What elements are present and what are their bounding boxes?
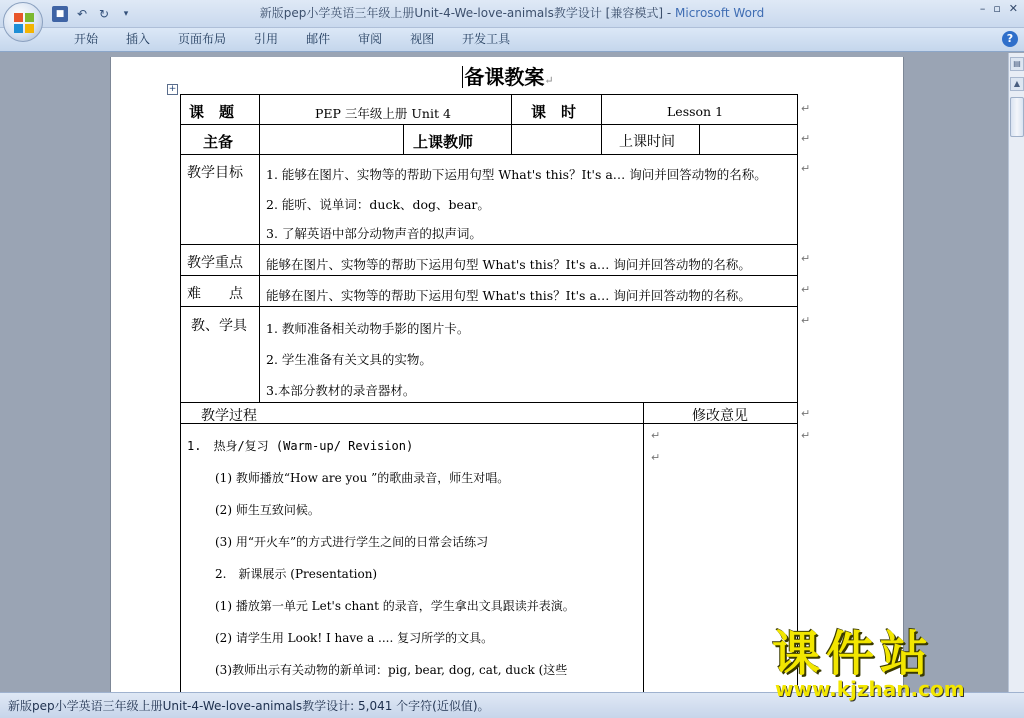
cell-mark: ↵ [651, 451, 661, 464]
process-line[interactable]: (3) 用“开火车”的方式进行学生之间的日常会话练习 [215, 535, 489, 549]
customize-qat-icon[interactable]: ▾ [123, 9, 129, 19]
materials-item[interactable]: 2. 学生准备有关文具的实物。 [266, 352, 432, 367]
value-lesson-number[interactable]: Lesson 1 [667, 104, 724, 119]
label-class-time: 上课时间 [619, 134, 675, 150]
ruler-toggle-icon[interactable]: ▤ [1010, 57, 1024, 71]
status-text: 新版pep小学英语三年级上册Unit-4-We-love-animals教学设计: 5,041 个字符(近似值)。 [8, 699, 490, 713]
row-end-mark: ↵ [801, 429, 811, 442]
cell-mark: ↵ [651, 429, 661, 442]
difficulties-text[interactable]: 能够在图片、实物等的帮助下运用句型 What's this？It's a… 询问并回答动物的名称。 [266, 288, 751, 303]
tab-review[interactable]: 审阅 [358, 32, 383, 46]
watermark-title: 课件站 [772, 626, 935, 682]
row-end-mark: ↵ [801, 132, 811, 145]
undo-icon[interactable]: ↶ [76, 7, 88, 21]
close-icon[interactable]: ✕ [1008, 2, 1018, 15]
title-bar [0, 0, 1024, 28]
process-line[interactable]: (3)教师出示有关动物的新单词：pig, bear, dog, cat, duck (这些 [215, 663, 568, 677]
objective-item[interactable]: 2. 能听、说单词：duck、dog、bear。 [266, 197, 490, 212]
tab-references[interactable]: 引用 [254, 32, 279, 46]
ribbon [0, 28, 1024, 52]
vertical-scrollbar[interactable] [1008, 53, 1024, 692]
row-end-mark: ↵ [801, 102, 811, 115]
process-line[interactable]: 1. 热身/复习 (Warm-up/ Revision) [187, 439, 414, 453]
label-materials: 教、学具 [191, 318, 247, 334]
tab-page-layout[interactable]: 页面布局 [178, 32, 227, 46]
office-button[interactable] [3, 2, 43, 42]
save-icon[interactable]: ■ [52, 6, 68, 22]
label-objectives: 教学目标 [187, 165, 243, 181]
watermark-url: www.kjzhan.com [775, 677, 965, 701]
tab-insert[interactable]: 插入 [126, 32, 151, 46]
objective-item[interactable]: 3. 了解英语中部分动物声音的拟声词。 [266, 226, 482, 241]
row-end-mark: ↵ [801, 162, 811, 175]
minimize-icon[interactable]: – [979, 2, 986, 15]
row-end-mark: ↵ [801, 252, 811, 265]
tab-home[interactable]: 开始 [74, 32, 99, 46]
tab-developer[interactable]: 开发工具 [462, 32, 511, 46]
row-end-mark: ↵ [801, 314, 811, 327]
label-key-points: 教学重点 [187, 255, 243, 271]
row-end-mark: ↵ [801, 283, 811, 296]
process-line[interactable]: (2) 请学生用 Look! I have a .... 复习所学的文具。 [215, 631, 494, 645]
label-lesson-title: 课 题 [189, 103, 235, 121]
office-logo-icon [13, 12, 35, 34]
label-lesson-time: 课 时 [531, 103, 577, 121]
window-controls [980, 2, 1018, 15]
materials-item[interactable]: 1. 教师准备相关动物手影的图片卡。 [266, 321, 470, 336]
key-points-text[interactable]: 能够在图片、实物等的帮助下运用句型 What's this？It's a… 询问并回答动物的名称。 [266, 257, 751, 272]
label-revision-notes: 修改意见 [692, 408, 748, 424]
materials-item[interactable]: 3.本部分教材的录音器材。 [266, 383, 416, 398]
row-end-mark: ↵ [801, 407, 811, 420]
scroll-up-icon[interactable]: ▲ [1010, 77, 1024, 91]
label-main-preparer: 主备 [203, 133, 234, 151]
process-line[interactable]: (2) 师生互致问候。 [215, 503, 320, 517]
process-line[interactable]: 2. 新课展示 (Presentation) [215, 567, 378, 581]
document-page[interactable] [110, 57, 904, 692]
ribbon-tabs [60, 28, 524, 52]
help-icon[interactable]: ? [1002, 31, 1018, 47]
value-lesson-title[interactable]: PEP 三年级上册 Unit 4 [315, 106, 451, 121]
tab-mailings[interactable]: 邮件 [306, 32, 331, 46]
redo-icon[interactable]: ↻ [98, 7, 110, 21]
table-move-handle-icon[interactable]: + [168, 84, 177, 94]
document-workspace [0, 53, 1008, 692]
scroll-thumb[interactable] [1010, 97, 1024, 137]
app-name: Microsoft Word [675, 6, 765, 20]
restore-icon[interactable]: ▫ [993, 2, 1001, 15]
label-teaching-process: 教学过程 [201, 408, 257, 424]
process-line[interactable]: (1) 教师播放“How are you ”的歌曲录音，师生对唱。 [215, 471, 510, 485]
tab-view[interactable]: 视图 [410, 32, 435, 46]
process-line[interactable]: (1) 播放第一单元 Let's chant 的录音，学生拿出文具跟读并表演。 [215, 599, 575, 613]
label-teacher: 上课教师 [413, 133, 474, 151]
objective-item[interactable]: 1. 能够在图片、实物等的帮助下运用句型 What's this？It's a… 询问并回答动物的名称。 [266, 167, 767, 182]
window-title: 新版pep小学英语三年级上册Unit-4-We-love-animals教学设计 [兼容模式] - Microsoft Word [259, 6, 765, 20]
label-difficulties: 难 点 [187, 286, 243, 302]
document-heading: 备课教案↵ [464, 65, 554, 89]
